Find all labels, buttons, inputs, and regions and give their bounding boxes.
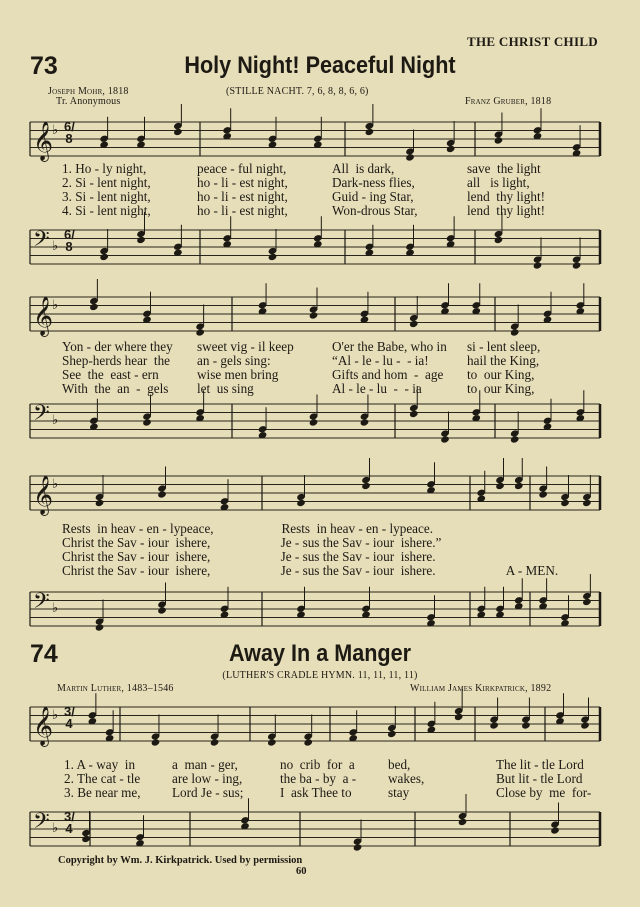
lyric-segment: 2. Si - lent night, <box>62 175 151 190</box>
note <box>309 418 319 426</box>
bass-staff <box>0 810 640 850</box>
time-signature: 3/4 <box>64 809 75 836</box>
treble-staff <box>0 295 640 335</box>
lyric-line <box>64 758 604 772</box>
flat-icon: ♭ <box>52 820 59 835</box>
lyric-segment: wise men bring <box>197 367 279 382</box>
lyric-segment: lend thy light! <box>467 203 546 218</box>
lyric-segment: “Al - le - lu - - ia! <box>332 353 429 368</box>
lyric-segment: save the light <box>467 161 541 176</box>
treble-clef-icon: 𝄞 <box>33 121 54 161</box>
lyric-segment: to our King, <box>467 367 535 382</box>
time-signature: 6/8 <box>64 227 75 254</box>
lyrics-block <box>64 758 604 800</box>
note <box>173 128 183 136</box>
time-signature: 6/8 <box>64 119 75 146</box>
lyric-segment: A - MEN. <box>505 563 559 578</box>
lyric-segment: wakes, <box>388 771 425 786</box>
note <box>514 482 524 490</box>
lyric-segment: 3. Be near me, <box>64 785 141 800</box>
note <box>195 328 205 336</box>
treble-staff <box>0 120 640 160</box>
lyric-segment: Christ the Sav - iour is <box>62 563 185 578</box>
note <box>409 320 419 328</box>
lyric-segment: The lit - tle Lord <box>496 757 584 772</box>
lyric-segment: Je - sus the Sav - iour is <box>280 549 410 564</box>
lyric-segment: stay <box>388 785 410 800</box>
bass-clef-icon: 𝄢 <box>33 401 50 431</box>
flat-icon: ♭ <box>52 476 59 491</box>
note <box>458 818 468 826</box>
lyric-line <box>62 204 602 218</box>
lyric-segment: 4. Si - lent night, <box>62 203 151 218</box>
lyric-segment: Rests in heav - en - ly <box>281 521 400 536</box>
section-header: THE CHRIST CHILD <box>467 34 598 49</box>
lyric-segment: here, <box>184 563 211 578</box>
lyric-segment: Al - le - lu - - ia <box>332 381 422 396</box>
lyric-segment: Yon - der where they <box>62 339 173 354</box>
note <box>89 303 99 311</box>
lyric-segment: the ba - by a - <box>280 771 357 786</box>
note <box>494 136 504 144</box>
lyric-segment: here, <box>184 535 211 550</box>
note <box>151 738 161 746</box>
lyric-segment: But lit - tle Lord <box>496 771 583 786</box>
author: Martin Luther, 1483–1546 <box>57 683 174 694</box>
bass-staff <box>0 228 640 268</box>
lyric-segment <box>506 536 602 550</box>
note <box>454 713 464 721</box>
flat-icon: ♭ <box>52 122 59 137</box>
note <box>533 261 543 269</box>
composer: William James Kirkpatrick, 1892 <box>410 683 552 694</box>
treble-clef-icon: 𝄞 <box>33 296 54 336</box>
lyric-segment: Gifts and hom - age <box>332 367 444 382</box>
lyric-segment: Je - sus the Sav - iour is <box>280 535 410 550</box>
lyric-line <box>62 190 602 204</box>
flat-icon: ♭ <box>52 707 59 722</box>
lyric-segment <box>501 522 602 536</box>
flat-icon: ♭ <box>52 297 59 312</box>
lyric-segment: let us sing <box>197 381 254 396</box>
note <box>560 499 570 507</box>
tune-name: (STILLE NACHT. 7, 6, 8, 8, 6, 6) <box>226 86 369 97</box>
lyric-segment: si - lent sleep, <box>467 339 541 354</box>
lyric-segment: bed, <box>388 757 411 772</box>
lyric-segment: peace, <box>180 521 214 536</box>
hymn-number: 73 <box>30 52 58 80</box>
note <box>136 236 146 244</box>
lyric-segment: ho - li - est night, <box>197 175 288 190</box>
note <box>405 153 415 161</box>
lyric-segment: Dark-ness flies, <box>332 175 415 190</box>
lyric-line <box>62 382 602 396</box>
lyrics-block <box>62 522 602 578</box>
time-signature: 3/4 <box>64 704 75 731</box>
lyric-segment: Je - sus the Sav - iour is <box>280 563 410 578</box>
treble-clef-icon: 𝄞 <box>33 475 54 515</box>
note <box>538 490 548 498</box>
hymn-title: Away In a Manger <box>228 640 412 667</box>
lyric-line <box>64 772 604 786</box>
lyric-line <box>62 162 602 176</box>
treble-staff <box>0 474 640 514</box>
note <box>409 410 419 418</box>
lyric-segment: O'er the Babe, who in <box>332 339 447 354</box>
bass-clef-icon: 𝄢 <box>33 589 50 619</box>
page-number: 60 <box>296 866 307 877</box>
lyric-segment: sweet vig - il keep <box>197 339 294 354</box>
note <box>157 606 167 614</box>
hymn-number: 74 <box>30 640 58 668</box>
lyric-segment: all is light, <box>467 175 530 190</box>
lyric-segment: here. <box>409 549 436 564</box>
note <box>360 418 370 426</box>
note <box>572 261 582 269</box>
lyric-line <box>62 354 602 368</box>
note <box>361 482 371 490</box>
lyric-segment: Shep-herds hear the <box>62 353 171 368</box>
note <box>494 236 504 244</box>
lyric-line <box>62 550 602 564</box>
lyric-line <box>62 536 602 550</box>
note <box>510 328 520 336</box>
note <box>440 435 450 443</box>
note <box>387 730 397 738</box>
note <box>495 482 505 490</box>
note <box>81 835 91 843</box>
lyric-segment: an - gels sing: <box>197 353 274 368</box>
lyric-segment: 1. A - way in <box>64 757 136 772</box>
lyric-segment: Won-drous Star, <box>332 203 418 218</box>
note <box>510 435 520 443</box>
lyric-segment: 1. Ho - ly night, <box>62 161 147 176</box>
lyric-segment: ho - li - est night, <box>197 189 288 204</box>
bass-staff <box>0 590 640 630</box>
lyric-segment: hail the King, <box>467 353 540 368</box>
lyric-segment: Lord Je - sus; <box>172 785 244 800</box>
lyric-line <box>62 368 602 382</box>
note <box>95 623 105 631</box>
hymn-title: Holy Night! Peaceful Night <box>184 52 456 79</box>
note <box>550 826 560 834</box>
lyric-segment: here.” <box>409 535 442 550</box>
translator: Tr. Anonymous <box>56 96 121 107</box>
note <box>268 253 278 261</box>
lyric-segment: All is dark, <box>332 161 395 176</box>
lyrics-block <box>62 162 602 218</box>
composer: Franz Gruber, 1818 <box>465 96 552 107</box>
lyric-segment: here. <box>409 563 436 578</box>
note <box>582 499 592 507</box>
lyric-segment: to our King, <box>467 381 535 396</box>
flat-icon: ♭ <box>52 412 59 427</box>
bass-clef-icon: 𝄢 <box>33 809 50 839</box>
treble-clef-icon: 𝄞 <box>33 706 54 746</box>
note <box>365 128 375 136</box>
lyric-segment: 2. The cat - tle <box>64 771 141 786</box>
treble-staff <box>0 705 640 745</box>
lyric-segment: peace. <box>399 521 434 536</box>
lyric-segment: Rests in heav - en - ly <box>62 521 181 536</box>
lyric-segment: here, <box>184 549 211 564</box>
note <box>353 843 363 851</box>
lyric-segment: a man - ger, <box>172 757 238 772</box>
lyric-line <box>62 564 602 578</box>
lyric-segment <box>506 550 602 564</box>
note <box>296 499 306 507</box>
lyrics-block <box>62 340 602 396</box>
note <box>95 499 105 507</box>
flat-icon: ♭ <box>52 600 59 615</box>
copyright-notice: Copyright by Wm. J. Kirkpatrick. Used by permission <box>58 855 303 866</box>
lyric-segment: 3. Si - lent night, <box>62 189 151 204</box>
lyric-segment: ho - li - est night, <box>197 203 288 218</box>
note <box>99 253 109 261</box>
lyric-line <box>62 522 602 536</box>
lyric-segment: are low - ing, <box>172 771 243 786</box>
bass-staff <box>0 402 640 442</box>
tune-name: (LUTHER'S CRADLE HYMN. 11, 11, 11, 11) <box>222 670 418 681</box>
lyric-segment: peace - ful night, <box>197 161 287 176</box>
note <box>446 145 456 153</box>
author: Joseph Mohr, 1818 <box>48 86 129 97</box>
flat-icon: ♭ <box>52 238 59 253</box>
lyric-segment: See the east - ern <box>62 367 159 382</box>
bass-clef-icon: 𝄢 <box>33 227 50 257</box>
lyric-line <box>62 176 602 190</box>
note <box>521 721 531 729</box>
note <box>267 738 277 746</box>
note <box>580 721 590 729</box>
lyric-segment: With the an - gels <box>62 381 169 396</box>
note <box>303 738 313 746</box>
note <box>489 721 499 729</box>
note <box>582 598 592 606</box>
note <box>142 418 152 426</box>
note <box>309 311 319 319</box>
lyric-segment: Close by me for- <box>496 785 592 800</box>
note <box>157 490 167 498</box>
lyric-segment: Guid - ing Star, <box>332 189 414 204</box>
lyric-line <box>62 340 602 354</box>
lyric-segment: Christ the Sav - iour is <box>62 549 185 564</box>
lyric-segment: no crib for a <box>280 757 355 772</box>
note <box>210 738 220 746</box>
lyric-segment: Christ the Sav - iour is <box>62 535 185 550</box>
lyric-segment: lend thy light! <box>467 189 546 204</box>
lyric-segment: I ask Thee to <box>280 785 352 800</box>
lyric-line <box>64 786 604 800</box>
